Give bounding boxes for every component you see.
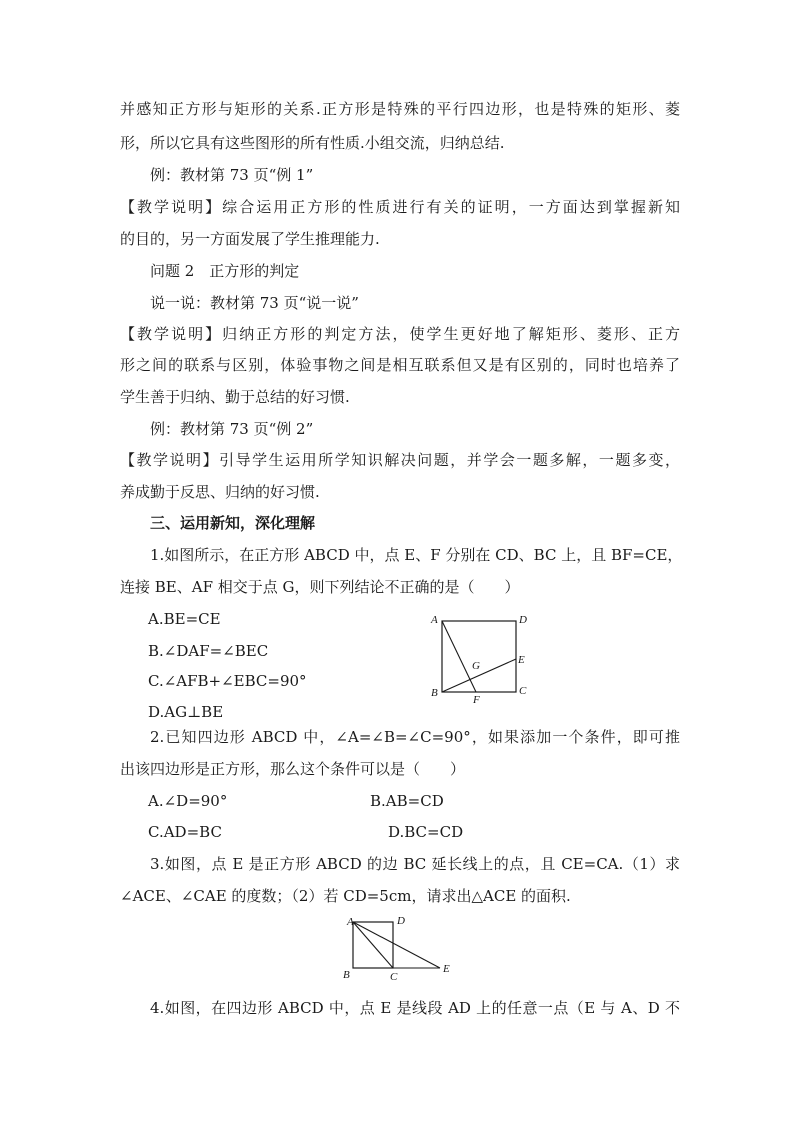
q2-option-c: C.AD=BC xyxy=(148,823,222,841)
text-line: 说一说：教材第 73 页“说一说” xyxy=(150,294,359,312)
section-heading: 三、运用新知，深化理解 xyxy=(150,514,316,532)
label-a: A xyxy=(431,614,438,626)
label-c: C xyxy=(519,685,527,697)
label-b: B xyxy=(343,969,350,981)
label-e: E xyxy=(443,963,450,975)
question-4-line: 4.如图，在四边形 ABCD 中，点 E 是线段 AD 上的任意一点（E 与 A、D 不 xyxy=(150,999,680,1017)
label-d: D xyxy=(397,915,405,927)
label-a: A xyxy=(347,916,354,928)
text-line: 养成勤于反思、归纳的好习惯. xyxy=(120,483,320,501)
text-line: 【教学说明】归纳正方形的判定方法，使学生更好地了解矩形、菱形、正方 xyxy=(120,325,680,343)
figure-2-square-extension xyxy=(340,910,460,982)
label-g: G xyxy=(472,660,480,672)
question-3-line: ∠ACE、∠CAE 的度数；（2）若 CD=5cm，请求出△ACE 的面积. xyxy=(120,887,571,905)
text-line: 并感知正方形与矩形的关系.正方形是特殊的平行四边形，也是特殊的矩形、菱 xyxy=(120,100,680,118)
text-line: 学生善于归纳、勤于总结的好习惯. xyxy=(120,388,350,406)
question-3-line: 3.如图，点 E 是正方形 ABCD 的边 BC 延长线上的点，且 CE=CA.（1）求 xyxy=(150,855,680,873)
question-2-line: 2.已知四边形 ABCD 中，∠A=∠B=∠C=90°，如果添加一个条件，即可推 xyxy=(150,728,680,746)
label-f: F xyxy=(473,694,480,705)
q2-option-d: D.BC=CD xyxy=(388,823,464,841)
q2-option-b: B.AB=CD xyxy=(370,792,444,810)
q1-option-a: A.BE=CE xyxy=(148,610,221,628)
segment-ac xyxy=(353,922,393,968)
text-line: 形之间的联系与区别，体验事物之间是相互联系但又是有区别的，同时也培养了 xyxy=(120,356,680,374)
text-line: 的目的，另一方面发展了学生推理能力. xyxy=(120,230,380,248)
q1-option-b: B.∠DAF=∠BEC xyxy=(148,642,269,660)
q1-option-c: C.∠AFB+∠EBC=90° xyxy=(148,672,307,690)
segment-ae xyxy=(353,922,440,968)
segment-af xyxy=(442,621,476,692)
q1-option-d: D.AG⊥BE xyxy=(148,703,224,721)
text-line: 【教学说明】综合运用正方形的性质进行有关的证明，一方面达到掌握新知 xyxy=(120,198,680,216)
text-line: 问题 2 正方形的判定 xyxy=(150,262,300,280)
question-2-line: 出该四边形是正方形，那么这个条件可以是（ ） xyxy=(120,760,466,778)
text-line: 例：教材第 73 页“例 1” xyxy=(150,166,314,184)
text-line: 【教学说明】引导学生运用所学知识解决问题，并学会一题多解，一题多变， xyxy=(120,451,680,469)
square-abcd xyxy=(442,621,516,692)
label-d: D xyxy=(519,614,527,626)
q2-option-a: A.∠D=90° xyxy=(148,792,228,810)
text-line: 形，所以它具有这些图形的所有性质.小组交流，归纳总结. xyxy=(120,134,505,152)
label-e: E xyxy=(518,654,525,666)
question-1-line: 1.如图所示，在正方形 ABCD 中，点 E、F 分别在 CD、BC 上，且 BF=CE， xyxy=(150,546,683,564)
question-1-line: 连接 BE、AF 相交于点 G，则下列结论不正确的是（ ） xyxy=(120,578,520,596)
figure-1-square xyxy=(425,610,535,705)
label-b: B xyxy=(431,687,438,699)
text-line: 例：教材第 73 页“例 2” xyxy=(150,420,314,438)
label-c: C xyxy=(390,971,398,982)
